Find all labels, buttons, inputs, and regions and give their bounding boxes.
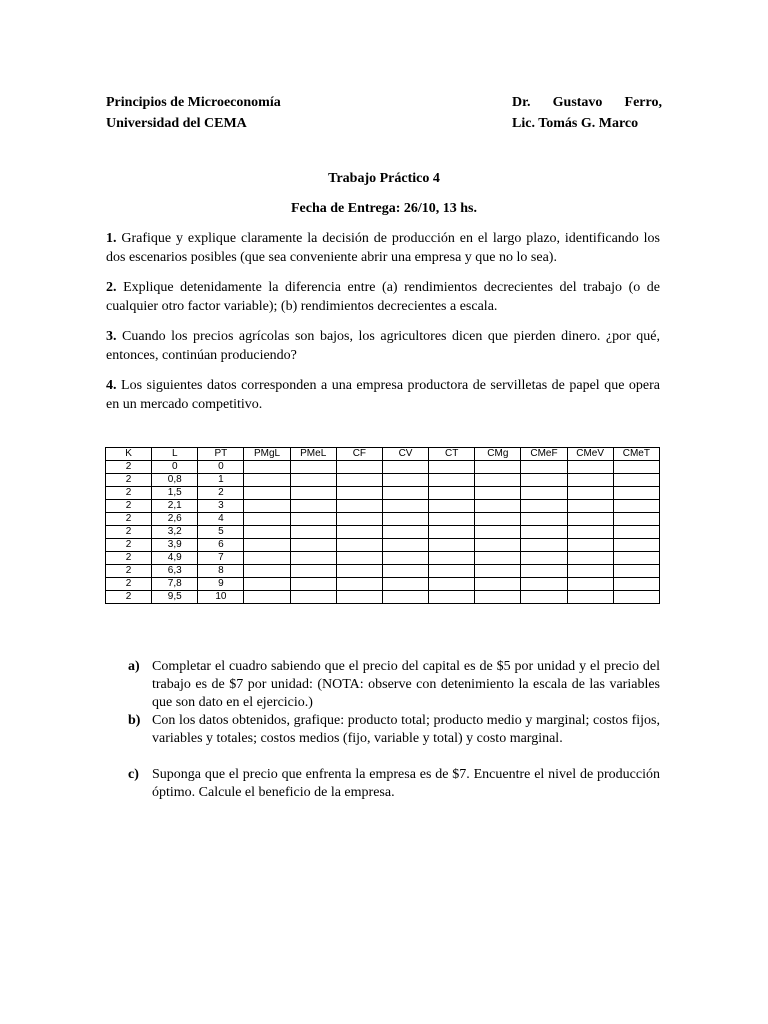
- professor-name: [512, 92, 662, 113]
- table-cell: 2: [106, 552, 152, 565]
- column-header: CMeT: [613, 448, 659, 461]
- table-cell: [613, 526, 659, 539]
- table-cell: [429, 526, 475, 539]
- table-cell: 1,5: [152, 487, 198, 500]
- column-header: CMeV: [567, 448, 613, 461]
- table-cell: [336, 578, 382, 591]
- table-cell: [382, 487, 428, 500]
- assistant-name: Lic. Tomás G. Marco: [512, 116, 639, 131]
- table-cell: [382, 461, 428, 474]
- table-cell: 2: [198, 487, 244, 500]
- table-cell: [290, 552, 336, 565]
- table-cell: 10: [198, 591, 244, 604]
- table-cell: [429, 578, 475, 591]
- table-cell: [290, 513, 336, 526]
- table-cell: 2,6: [152, 513, 198, 526]
- table-cell: 4,9: [152, 552, 198, 565]
- table-cell: 0,8: [152, 474, 198, 487]
- table-cell: 7,8: [152, 578, 198, 591]
- table-cell: [336, 591, 382, 604]
- subitem-text: Suponga que el precio que enfrenta la empresa es de $7. Encuentre el nivel de producción óptimo. Calcule el beneficio de la empresa.: [152, 767, 660, 800]
- table-cell: 7: [198, 552, 244, 565]
- table-cell: [336, 513, 382, 526]
- table-cell: [613, 539, 659, 552]
- table-cell: [429, 513, 475, 526]
- table-cell: [521, 474, 567, 487]
- table-cell: 2,1: [152, 500, 198, 513]
- table-cell: [521, 578, 567, 591]
- table-cell: [521, 526, 567, 539]
- table-cell: [244, 539, 290, 552]
- table-cell: 2: [106, 474, 152, 487]
- table-header-row: [106, 448, 660, 461]
- table-cell: 8: [198, 565, 244, 578]
- table-cell: [244, 526, 290, 539]
- table-cell: [567, 500, 613, 513]
- production-cost-table: [105, 447, 660, 604]
- table-cell: [475, 539, 521, 552]
- column-header: L: [152, 448, 198, 461]
- table-cell: [244, 461, 290, 474]
- table-cell: 2: [106, 591, 152, 604]
- table-cell: [290, 578, 336, 591]
- question-number: 1.: [106, 231, 117, 246]
- question-text: Cuando los precios agrícolas son bajos, los agricultores dicen que pierden dinero. ¿por qué, entonces, continúan produciendo?: [106, 329, 661, 363]
- subitem-a: [128, 658, 660, 712]
- table-row: [106, 526, 660, 539]
- header-right: [512, 92, 662, 134]
- table-row: [106, 591, 660, 604]
- table-cell: 2: [106, 578, 152, 591]
- table-cell: 3,2: [152, 526, 198, 539]
- table-cell: [567, 513, 613, 526]
- table-cell: [336, 565, 382, 578]
- question-number: 3.: [106, 329, 117, 344]
- question-2: [106, 278, 660, 316]
- table-cell: [290, 526, 336, 539]
- table-cell: [336, 461, 382, 474]
- table-cell: 0: [198, 461, 244, 474]
- table-cell: 2: [106, 461, 152, 474]
- table-cell: [475, 565, 521, 578]
- table-cell: 0: [152, 461, 198, 474]
- table-cell: [475, 487, 521, 500]
- question-number: 4.: [106, 378, 117, 393]
- table-cell: [475, 513, 521, 526]
- subitem-text: Con los datos obtenidos, grafique: producto total; producto medio y marginal; costos fijos, variables y totales; costos medios (fijo, variable y total) y costo marginal.: [152, 713, 660, 746]
- table-row: [106, 539, 660, 552]
- table-cell: [567, 552, 613, 565]
- table-cell: [382, 552, 428, 565]
- table-cell: [613, 461, 659, 474]
- table-cell: [613, 578, 659, 591]
- column-header: CT: [429, 448, 475, 461]
- question-3: [106, 327, 660, 365]
- column-header: CV: [382, 448, 428, 461]
- column-header: K: [106, 448, 152, 461]
- table-cell: 3: [198, 500, 244, 513]
- table-cell: [613, 565, 659, 578]
- table-cell: 6,3: [152, 565, 198, 578]
- table-cell: [567, 578, 613, 591]
- table-cell: [521, 461, 567, 474]
- university-name: Universidad del CEMA: [106, 116, 247, 131]
- table-cell: [475, 578, 521, 591]
- table-cell: [613, 591, 659, 604]
- column-header: PT: [198, 448, 244, 461]
- table-cell: [382, 578, 428, 591]
- table-cell: [382, 565, 428, 578]
- table-cell: [567, 565, 613, 578]
- table-cell: [429, 461, 475, 474]
- table-row: [106, 500, 660, 513]
- table-cell: [613, 513, 659, 526]
- table-body: [106, 461, 660, 604]
- table-cell: [244, 474, 290, 487]
- column-header: PMgL: [244, 448, 290, 461]
- table-cell: [521, 487, 567, 500]
- table-cell: [567, 591, 613, 604]
- table-cell: [521, 539, 567, 552]
- table-cell: [290, 474, 336, 487]
- subitem-label: a): [128, 659, 140, 674]
- table-cell: [475, 500, 521, 513]
- table-cell: [244, 565, 290, 578]
- table-cell: [429, 539, 475, 552]
- subitem-label: b): [128, 713, 141, 728]
- table-cell: [382, 526, 428, 539]
- table-cell: [475, 461, 521, 474]
- table-cell: [475, 474, 521, 487]
- table-cell: [567, 526, 613, 539]
- due-date: Fecha de Entrega: 26/10, 13 hs.: [290, 201, 477, 216]
- professor-word: Gustavo: [552, 95, 603, 110]
- header-left: [106, 92, 281, 134]
- table-cell: [429, 474, 475, 487]
- table-cell: 2: [106, 526, 152, 539]
- subitem-b: [128, 712, 660, 748]
- table-row: [106, 552, 660, 565]
- table-cell: 4: [198, 513, 244, 526]
- table-cell: 5: [198, 526, 244, 539]
- table-cell: [382, 513, 428, 526]
- table-cell: [429, 487, 475, 500]
- table-cell: [613, 474, 659, 487]
- subitem-label: c): [128, 767, 139, 782]
- question-text: Los siguientes datos corresponden a una empresa productora de servilletas de papel que opera en un mercado competitivo.: [106, 378, 661, 412]
- table-cell: [290, 539, 336, 552]
- table-cell: 2: [106, 565, 152, 578]
- question-text: Explique detenidamente la diferencia entre (a) rendimientos decrecientes del trabajo (o de cualquier otro factor variable); (b) rendimientos decrecientes a escala.: [106, 280, 661, 314]
- column-header: CF: [336, 448, 382, 461]
- table-cell: [567, 487, 613, 500]
- table-cell: [382, 500, 428, 513]
- table-cell: [382, 474, 428, 487]
- table-cell: [521, 552, 567, 565]
- table-cell: [336, 539, 382, 552]
- table-cell: [613, 487, 659, 500]
- table-cell: [429, 591, 475, 604]
- table-cell: [244, 500, 290, 513]
- table-cell: [290, 487, 336, 500]
- table-row: [106, 565, 660, 578]
- table-cell: [336, 526, 382, 539]
- table-cell: 9: [198, 578, 244, 591]
- table-row: [106, 461, 660, 474]
- table-cell: 2: [106, 539, 152, 552]
- table-cell: [336, 500, 382, 513]
- table-row: [106, 474, 660, 487]
- table-cell: 6: [198, 539, 244, 552]
- table-cell: [382, 539, 428, 552]
- table-cell: 2: [106, 500, 152, 513]
- table-cell: [475, 552, 521, 565]
- table-cell: 9,5: [152, 591, 198, 604]
- table-cell: 2: [106, 487, 152, 500]
- table-cell: [382, 591, 428, 604]
- table-cell: [567, 461, 613, 474]
- table-cell: [244, 591, 290, 604]
- table-cell: 3,9: [152, 539, 198, 552]
- question-1: [106, 229, 660, 267]
- table-cell: [567, 474, 613, 487]
- page-title: Trabajo Práctico 4: [328, 171, 440, 186]
- table-cell: [429, 500, 475, 513]
- table-cell: [244, 513, 290, 526]
- table-cell: [475, 526, 521, 539]
- table-cell: [336, 552, 382, 565]
- table-cell: [613, 552, 659, 565]
- table-cell: [567, 539, 613, 552]
- subitem-text: Completar el cuadro sabiendo que el precio del capital es de $5 por unidad y el precio del trabajo es de $7 por unidad: (NOTA: observe con detenimiento la escala de las variables que son dato en el ejercicio.): [152, 659, 660, 710]
- table-cell: [244, 552, 290, 565]
- professor-word: Ferro,: [624, 95, 662, 110]
- table-cell: [475, 591, 521, 604]
- table-cell: 1: [198, 474, 244, 487]
- table-cell: 2: [106, 513, 152, 526]
- table-row: [106, 578, 660, 591]
- column-header: CMeF: [521, 448, 567, 461]
- column-header: CMg: [475, 448, 521, 461]
- subitem-c: [128, 766, 660, 802]
- course-name: Principios de Microeconomía: [106, 95, 281, 110]
- table-cell: [613, 500, 659, 513]
- table-cell: [244, 578, 290, 591]
- question-text: Grafique y explique claramente la decisión de producción en el largo plazo, identificando los dos escenarios posibles (que sea conveniente abrir una empresa y que no lo sea).: [106, 231, 660, 265]
- table-cell: [521, 500, 567, 513]
- table-cell: [429, 565, 475, 578]
- table-cell: [521, 513, 567, 526]
- column-header: PMeL: [290, 448, 336, 461]
- table-cell: [290, 461, 336, 474]
- professor-word: Dr.: [512, 95, 531, 110]
- table-row: [106, 513, 660, 526]
- table-cell: [429, 552, 475, 565]
- table-row: [106, 487, 660, 500]
- table-cell: [290, 565, 336, 578]
- table-cell: [290, 500, 336, 513]
- question-4: [106, 376, 660, 414]
- table-cell: [290, 591, 336, 604]
- table-cell: [521, 565, 567, 578]
- table-cell: [336, 474, 382, 487]
- table-cell: [244, 487, 290, 500]
- question-number: 2.: [106, 280, 117, 295]
- table-cell: [336, 487, 382, 500]
- table-cell: [521, 591, 567, 604]
